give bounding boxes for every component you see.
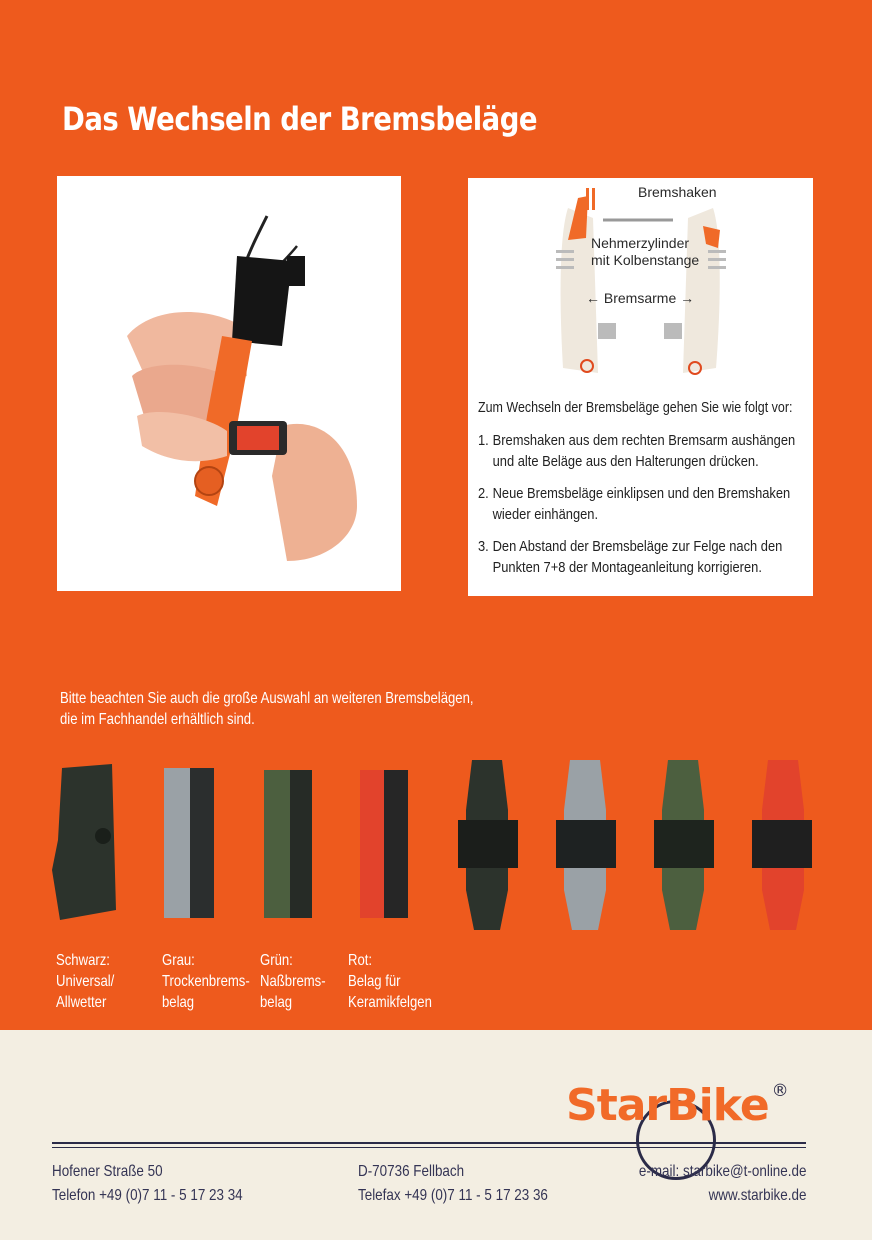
footer-divider-thin <box>52 1147 806 1148</box>
pad-range-notice: Bitte beachten Sie auch die große Auswahl an weiteren Bremsbelägen, die im Fachhandel erhältlich sind. <box>60 690 474 728</box>
instruction-step: 1. Bremshaken aus dem rechten Bremsarm aushängen und alte Beläge aus den Halterungen drücken. <box>478 432 796 470</box>
pad-side-green <box>264 770 312 918</box>
label-bremshaken: Bremshaken <box>638 184 717 200</box>
pad-caption-green: Grün: Naßbrems- belag <box>260 952 326 1011</box>
footer-divider <box>52 1142 806 1144</box>
pad-caption-black: Schwarz: Universal/ Allwetter <box>56 952 115 1011</box>
label-kolbenstange: mit Kolbenstange <box>591 252 700 268</box>
pad-front-green <box>654 760 714 930</box>
footer-panel <box>0 1030 872 1240</box>
email-link[interactable]: e-mail: starbike@t-online.de <box>638 1163 806 1180</box>
brake-diagram-panel <box>468 178 813 596</box>
website-link[interactable]: www.starbike.de <box>708 1187 806 1204</box>
pad-side-red <box>360 770 408 918</box>
brake-pad-gallery <box>0 750 872 940</box>
page-title: Das Wechseln der Bremsbeläge <box>62 100 538 138</box>
footer-city: D-70736 Fellbach Telefax +49 (0)7 11 - 5 17 23 36 <box>358 1163 548 1204</box>
label-bremsarme: ← Bremsarme → <box>586 290 695 306</box>
footer-address: Hofener Straße 50 Telefon +49 (0)7 11 - 5 17 23 34 <box>52 1163 243 1204</box>
instructions-list <box>478 430 805 589</box>
starbike-logo: StarBike ® <box>566 1080 788 1131</box>
brake-schematic <box>468 178 813 388</box>
pad-front-red <box>752 760 812 930</box>
brake-photo <box>57 176 401 591</box>
instruction-step: 3. Den Abstand der Bremsbeläge zur Felge nach den Punkten 7+8 der Montageanleitung korrigieren. <box>478 538 783 576</box>
pad-side-grey <box>164 768 214 918</box>
pad-front-grey <box>556 760 616 930</box>
instructions-intro: Zum Wechseln der Bremsbeläge gehen Sie wie folgt vor: <box>478 400 793 416</box>
pad-front-black <box>458 760 518 930</box>
pad-caption-red: Rot: Belag für Keramikfelgen <box>348 952 432 1011</box>
instruction-step: 2. Neue Bremsbeläge einklipsen und den Bremshaken wieder einhängen. <box>478 485 791 523</box>
label-nehmerzylinder: Nehmerzylinder <box>591 235 690 251</box>
footer-contact <box>638 1160 806 1208</box>
pad-caption-grey: Grau: Trockenbrems- belag <box>162 952 250 1011</box>
pad-side-black <box>52 764 116 920</box>
